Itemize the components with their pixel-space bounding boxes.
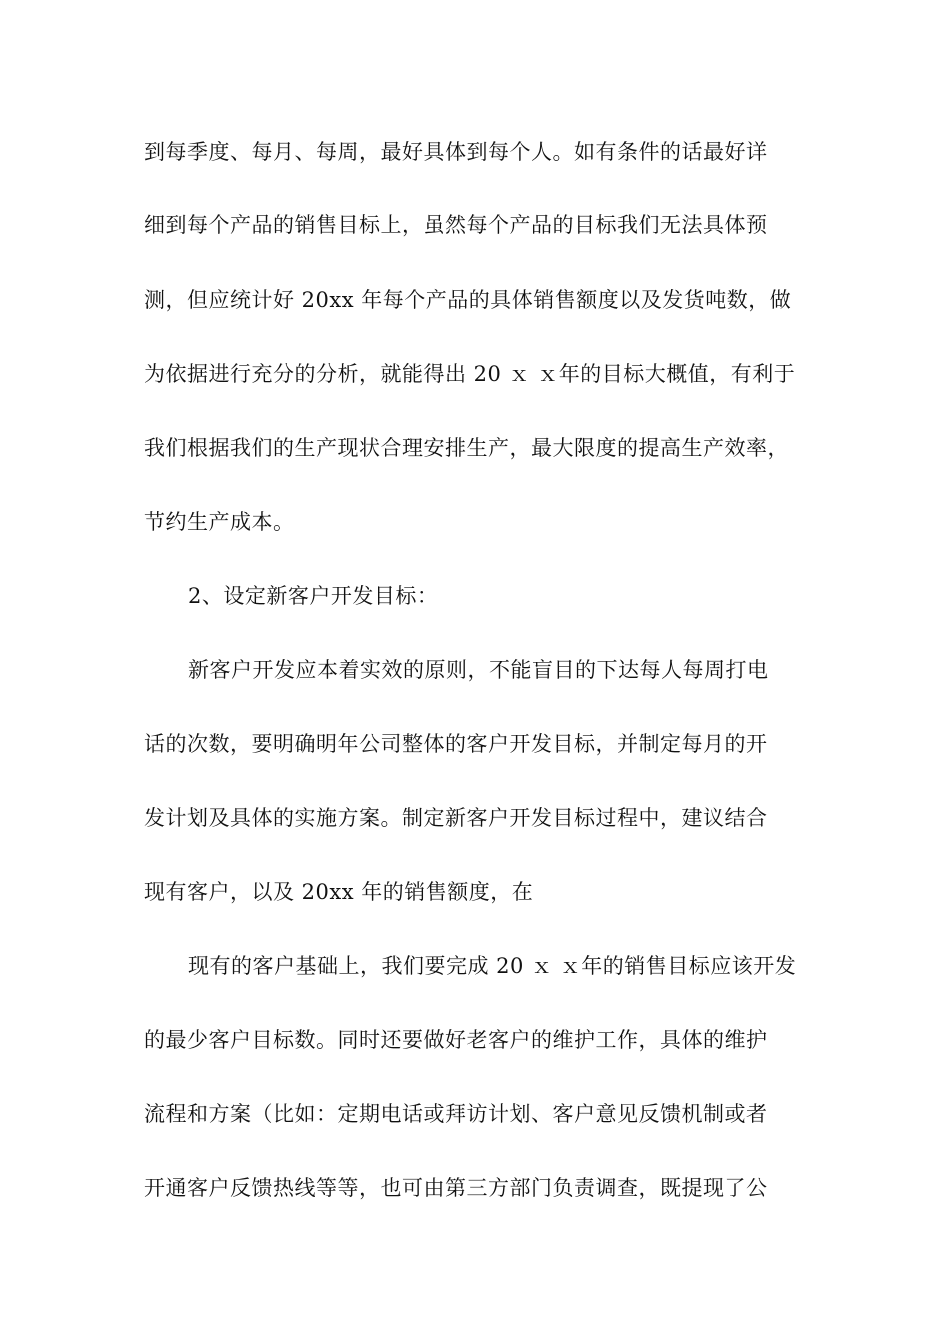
- text-line: 现有的客户基础上，我们要完成 20 ｘ ｘ年的销售目标应该开发: [188, 954, 797, 978]
- text-line: 我们根据我们的生产现状合理安排生产，最大限度的提高生产效率，: [144, 436, 789, 460]
- text-line: 节约生产成本。: [144, 510, 295, 534]
- text-line: 发计划及具体的实施方案。制定新客户开发目标过程中，建议结合: [144, 806, 768, 830]
- section-heading: 2、设定新客户开发目标：: [188, 584, 439, 608]
- text-line: 的最少客户目标数。同时还要做好老客户的维护工作，具体的维护: [144, 1028, 768, 1052]
- text-line: 话的次数，要明确明年公司整体的客户开发目标，并制定每月的开: [144, 732, 768, 756]
- text-line: 现有客户，以及 20xx 年的销售额度，在: [144, 880, 534, 904]
- text-line: 细到每个产品的销售目标上，虽然每个产品的目标我们无法具体预: [144, 213, 768, 237]
- text-line: 到每季度、每月、每周，最好具体到每个人。如有条件的话最好详: [144, 140, 768, 164]
- text-line: 流程和方案（比如：定期电话或拜访计划、客户意见反馈机制或者: [144, 1102, 768, 1126]
- text-line: 新客户开发应本着实效的原则，不能盲目的下达每人每周打电: [188, 658, 769, 682]
- text-line: 测，但应统计好 20xx 年每个产品的具体销售额度以及发货吨数，做: [144, 288, 792, 312]
- text-line: 开通客户反馈热线等等，也可由第三方部门负责调查，既提现了公: [144, 1176, 768, 1200]
- text-line: 为依据进行充分的分析，就能得出 20 ｘ ｘ年的目标大概值，有利于: [144, 362, 796, 386]
